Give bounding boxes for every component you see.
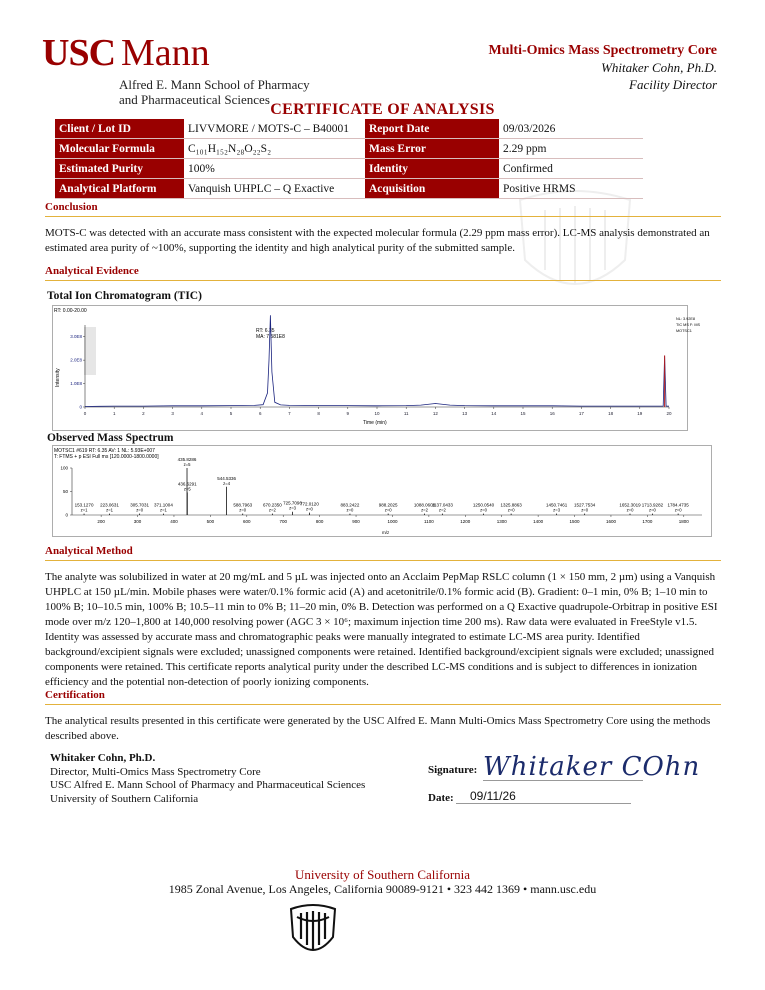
footer-address: 1985 Zonal Avenue, Los Angeles, California 90089-9121 • 323 442 1369 • mann.usc.edu — [168, 882, 597, 896]
ms-peak-z-label: z=2 — [268, 507, 276, 513]
tic-x-tick-label: 13 — [462, 411, 468, 416]
ms-peak-mz-label: 544.5336 — [217, 475, 236, 481]
certification-heading: Certification — [45, 689, 721, 705]
ms-peak-z-label: z=1 — [160, 507, 167, 513]
tic-x-tick-label: 3 — [171, 411, 174, 416]
school-line-2: and Pharmaceutical Sciences — [119, 92, 270, 107]
tic-y-tick-label: 1.0E8 — [70, 381, 82, 387]
ms-x-tick-label: 1400 — [533, 519, 544, 524]
ms-x-tick-label: 1500 — [569, 519, 580, 524]
tic-y-tick-label: 0 — [79, 404, 82, 410]
mass-error-value: 2.29 ppm — [499, 139, 643, 159]
ms-y-tick-label: 50 — [62, 489, 68, 494]
spectrum-heading: Observed Mass Spectrum — [47, 432, 174, 444]
evidence-heading: Analytical Evidence — [45, 265, 721, 281]
certificate-title: CERTIFICATE OF ANALYSIS — [270, 101, 495, 118]
table-row — [55, 139, 643, 159]
ms-peak-z-label: z=0 — [581, 507, 589, 513]
director-title: Facility Director — [629, 77, 717, 92]
ms-peak-z-label: z=4 — [223, 480, 231, 486]
tic-x-tick-label: 2 — [142, 411, 145, 416]
table-row — [55, 179, 643, 199]
tic-x-tick-label: 9 — [346, 411, 350, 416]
ms-peak-mz-label: 436.6291 — [177, 481, 197, 487]
ms-x-tick-label: 800 — [315, 519, 324, 524]
ms-peak-z-label: z=5 — [183, 486, 191, 492]
ms-peak-mz-label: 1137.0433 — [431, 502, 453, 508]
report-date-label: Report Date — [365, 119, 499, 139]
ms-x-tick-label: 400 — [170, 519, 178, 524]
platform-label: Analytical Platform — [55, 179, 184, 199]
signer-line-2: USC Alfred E. Mann School of Pharmacy and Pharmaceutical Sciences — [50, 779, 366, 791]
ms-peak-mz-label: 1325.8863 — [500, 502, 522, 508]
tic-x-tick-label: 8 — [317, 411, 320, 416]
tic-note-2: TIC MS F: MS — [676, 323, 701, 327]
mann-logo: Mann — [121, 32, 210, 74]
ms-peak-z-label: z=0 — [306, 506, 313, 512]
tic-x-tick-label: 6 — [258, 411, 262, 416]
acquisition-label: Acquisition — [365, 179, 499, 199]
tic-x-tick-label: 10 — [374, 411, 380, 416]
spectrum-header-1: MOTSC1 #619 RT: 6.35 AV: 1 NL: 5.93E+007 — [54, 448, 155, 454]
ms-x-tick-label: 1700 — [642, 519, 653, 524]
ms-x-tick-label: 600 — [243, 519, 251, 524]
ms-x-tick-label: 1600 — [605, 519, 616, 524]
mass-error-label: Mass Error — [365, 139, 499, 159]
ms-peak-mz-label: 305.7031 — [130, 502, 150, 508]
ms-peak-mz-label: 1450.7461 — [545, 502, 568, 508]
signature-image: Whitaker COhn — [483, 752, 701, 782]
signer-line-3: University of Southern California — [50, 792, 199, 805]
tic-x-tick-label: 20 — [666, 411, 672, 416]
ms-peak-z-label: z=0 — [136, 507, 144, 513]
ms-peak-z-label: z=0 — [346, 507, 354, 513]
usc-seal-icon — [283, 903, 343, 963]
ms-x-tick-label: 500 — [206, 519, 215, 524]
method-text: The analyte was solubilized in water at 20 mg/mL and 5 µL was injected onto an Acclaim PepMap RSLC column (1 × 150 mm, 2 µm) using a Vanquish UHPLC at 150 µL/min. Mobile phases were water/0.1% formic acid (A) and acetonitrile/0.1% formic acid (B). Gradient: 0–1 min, 0% B; 1–10 min to 100% B; 10–10.5 min, 100% B; 10.5–11 min to 0% B; 11–20 min, 0% B. Detection was performed on a Q Exactive quadrupole-Orbitrap in positive ESI mode over m/z 120–1,800 at 140,000 resolving power (AGC 3 × 10⁶; maximum injection time 200 ms). Raw data were evaluated in FreeStyle v1.5. Identity was assessed by accurate mass and chromatographic peaks were manually integrated to estimate LC-MS area purity. Identified background/excipient signals were excluded; unassigned components were retained. Identified background/excipient signals were excluded; unassigned components were retained. This certificate reports analytical purity under the described LC-MS conditions and is subject to differences in ionization efficiency and the potential non-detection of poorly ionizing components. — [45, 571, 718, 688]
ms-peak-mz-label: 1527.7534 — [574, 502, 596, 508]
ms-x-tick-label: 1100 — [424, 519, 434, 524]
tic-y-tick-label: 2.0E8 — [70, 357, 82, 363]
tic-x-tick-label: 4 — [200, 411, 204, 416]
ms-peak-mz-label: 1652.3019 — [619, 502, 641, 508]
client-label: Client / Lot ID — [55, 119, 184, 139]
tic-y-label: Intensity — [55, 368, 61, 387]
tic-x-tick-label: 1 — [112, 411, 116, 416]
tic-x-tick-label: 14 — [491, 411, 497, 416]
ms-peak-z-label: z=3 — [289, 505, 297, 511]
formula-value: C₁₀₁H₁₅₂N₂₈O₂₂S₂ — [184, 139, 365, 159]
ms-peak-mz-label: 1250.0540 — [472, 502, 495, 508]
ms-peak-z-label: z=0 — [384, 507, 392, 513]
ms-x-tick-label: 1000 — [387, 519, 398, 524]
method-heading: Analytical Method — [45, 545, 721, 561]
report-date-value: 09/03/2026 — [499, 119, 643, 139]
ms-peak-mz-label: 588.7963 — [233, 502, 253, 508]
ms-x-tick-label: 700 — [279, 519, 287, 524]
tic-x-tick-label: 5 — [229, 411, 233, 416]
purity-label: Estimated Purity — [55, 159, 184, 179]
tic-peak-ma: MA: 7.581E8 — [256, 334, 285, 340]
tic-y-tick-label: 3.0E8 — [70, 334, 82, 340]
facility-header — [489, 42, 717, 93]
tic-x-tick-label: 0 — [83, 411, 87, 416]
ms-peak-mz-label: 153.1270 — [74, 502, 94, 508]
mass-spectrum-chart — [52, 445, 712, 537]
platform-value: Vanquish UHPLC – Q Exactive — [184, 179, 365, 199]
table-row — [55, 119, 643, 139]
tic-x-tick-label: 16 — [549, 411, 555, 416]
tic-x-tick-label: 15 — [520, 411, 526, 416]
client-value: LIVVMORE / MOTS-C – B40001 — [184, 119, 365, 139]
ms-peak-z-label: z=0 — [626, 507, 634, 513]
ms-peak-mz-label: 725.7090 — [283, 500, 302, 506]
certification-text: The analytical results presented in this certificate were generated by the USC Alfred E. Mann Multi-Omics Mass Spectrometry Core using the methods described above. — [45, 715, 711, 742]
signer-line-1: Director, Multi-Omics Mass Spectrometry Core — [50, 765, 261, 778]
ms-peak-z-label: z=0 — [480, 507, 487, 513]
identity-value: Confirmed — [499, 159, 643, 179]
ms-x-tick-label: 900 — [352, 519, 360, 524]
tic-chart — [52, 305, 701, 431]
tic-x-tick-label: 19 — [637, 411, 643, 416]
ms-peak-mz-label: 435.8286 — [177, 457, 197, 462]
ms-peak-mz-label: 371.1004 — [154, 502, 173, 508]
tic-x-tick-label: 12 — [432, 411, 438, 416]
purity-value: 100% — [184, 159, 365, 179]
conclusion-text: MOTS-C was detected with an accurate mass consistent with the expected molecular formula (2.29 ppm mass error). LC-MS analysis demonstrated an estimated area purity of ~100%, supporting the identity and high analytical purity of the submitted sample. — [45, 227, 710, 254]
ms-peak-z-label: z=0 — [649, 507, 656, 513]
tic-x-tick-label: 17 — [578, 411, 584, 416]
ms-peak-mz-label: 223.0631 — [100, 502, 119, 508]
ms-peak-mz-label: 883.2422 — [340, 502, 360, 508]
signer-name: Whitaker Cohn, Ph.D. — [50, 752, 156, 764]
ms-peak-mz-label: 1784.4735 — [667, 502, 689, 508]
tic-range-label: RT: 0.00-20.00 — [54, 308, 87, 314]
date-value: 09/11/26 — [456, 789, 631, 804]
date-label: Date: — [428, 792, 454, 804]
ms-peak-z-label: z=1 — [106, 507, 113, 513]
school-line-1: Alfred E. Mann School of Pharmacy — [119, 77, 310, 92]
ms-x-tick-label: 1800 — [678, 519, 689, 524]
tic-x-tick-label: 18 — [608, 411, 614, 416]
ms-peak-mz-label: 670.2350 — [262, 502, 282, 508]
ms-peak-z-label: z=0 — [674, 507, 682, 513]
ms-peak-mz-label: 1713.9282 — [641, 502, 664, 508]
ms-x-tick-label: 300 — [133, 519, 142, 524]
footer-university: University of Southern California — [294, 867, 471, 882]
ms-peak-z-label: z=3 — [553, 507, 561, 513]
tic-note-1: NL: 3.92E8 — [676, 317, 695, 321]
tic-x-label: Time (min) — [363, 420, 387, 426]
spectrum-x-label: m/z — [382, 530, 390, 535]
ms-peak-mz-label: 988.2025 — [378, 502, 398, 508]
core-name: Multi-Omics Mass Spectrometry Core — [488, 43, 717, 58]
spectrum-header-2: T: FTMS + p ESI Full ms [120.0000-1800.0000] — [54, 454, 159, 460]
signature-label: Signature: — [428, 764, 478, 776]
tic-heading: Total Ion Chromatogram (TIC) — [47, 290, 202, 302]
signer-block — [50, 752, 365, 806]
identity-label: Identity — [365, 159, 499, 179]
tic-x-tick-label: 11 — [403, 411, 409, 416]
tic-peak-rt: RT: 6.35 — [256, 328, 275, 334]
usc-logo: USC — [42, 32, 116, 74]
conclusion-heading: Conclusion — [45, 201, 721, 217]
tic-note-3: MOTSC1 — [676, 329, 692, 333]
ms-peak-z-label: z=2 — [421, 507, 428, 513]
ms-peak-z-label: z=5 — [183, 462, 191, 467]
ms-y-tick-label: 100 — [60, 465, 68, 471]
ms-x-tick-label: 1300 — [496, 519, 507, 524]
tic-x-tick-label: 7 — [288, 411, 291, 416]
director-name: Whitaker Cohn, Ph.D. — [601, 60, 717, 75]
table-row — [55, 159, 643, 179]
acquisition-value: Positive HRMS — [499, 179, 643, 199]
info-table — [55, 119, 643, 199]
ms-x-tick-label: 200 — [97, 519, 105, 524]
ms-peak-z-label: z=0 — [507, 507, 515, 513]
signature-line — [483, 780, 643, 781]
ms-peak-z-label: z=1 — [80, 507, 88, 513]
ms-peak-z-label: z=2 — [438, 507, 446, 513]
formula-label: Molecular Formula — [55, 139, 184, 159]
ms-peak-mz-label: 1088.0608 — [413, 502, 436, 508]
ms-peak-mz-label: 772.0120 — [300, 501, 319, 507]
ms-y-tick-label: 0 — [65, 512, 68, 518]
ms-peak-z-label: z=0 — [239, 507, 247, 513]
ms-x-tick-label: 1200 — [460, 519, 471, 524]
